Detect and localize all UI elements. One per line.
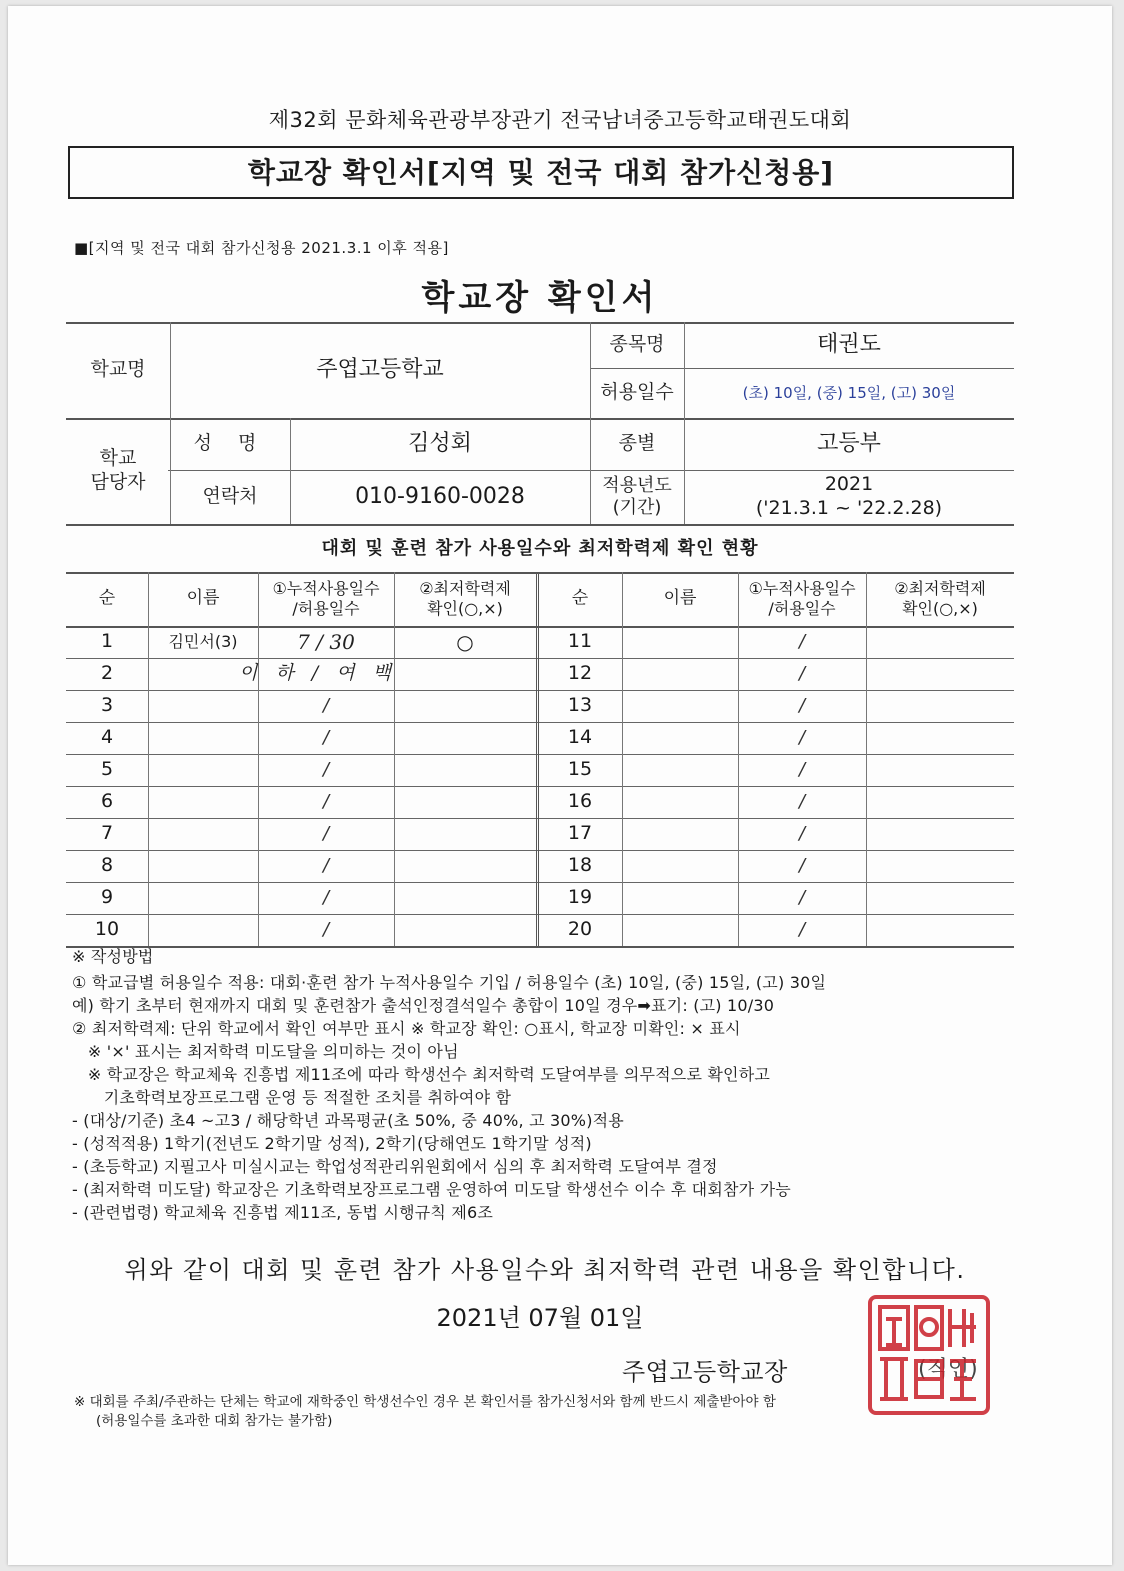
table-rule bbox=[66, 946, 1014, 948]
table-cell-days: / bbox=[798, 854, 806, 876]
table-cell-no: 15 bbox=[567, 758, 593, 781]
table-cell-academic bbox=[866, 690, 1014, 722]
table-cell-name: 김민서(3) bbox=[168, 632, 238, 651]
method-line: - (관련법령) 학교체육 진흥법 제11조, 동법 시행규칙 제6조 bbox=[72, 1203, 494, 1222]
table-cell-academic bbox=[866, 818, 1014, 850]
method-line: - (최저학력 미도달) 학교장은 기초학력보장프로그램 운영하여 미도달 학생선수 이수 후 대회참가 가능 bbox=[72, 1180, 791, 1199]
table-cell-name bbox=[148, 722, 258, 754]
contact-label: 연락처 bbox=[202, 485, 258, 508]
table-cell-academic bbox=[866, 786, 1014, 818]
table-cell-academic: ○ bbox=[456, 629, 474, 654]
table-header-days: ①누적사용일수 /허용일수 bbox=[748, 579, 856, 618]
method-line: 예) 학기 초부터 현재까지 대회 및 훈련참가 출석인정결석일수 총합이 10일 경우➡표기: (고) 10/30 bbox=[72, 996, 775, 1015]
table-cell-name bbox=[148, 850, 258, 882]
table-cell-days: / bbox=[322, 694, 330, 716]
method-line: - (성적적용) 1학기(전년도 2학기말 성적), 2학기(당해연도 1학기말 성적) bbox=[72, 1134, 592, 1153]
footer-line: (허용일수를 초과한 대회 참가는 불가함) bbox=[96, 1413, 333, 1429]
allowed-days: (초) 10일, (중) 15일, (고) 30일 bbox=[742, 383, 956, 402]
handwritten-blank-note: 이 하 / 여 백 bbox=[239, 662, 397, 685]
method-line: ① 학교급별 허용일수 적용: 대회·훈련 참가 누적사용일수 기입 / 허용일수 (초) 10일, (중) 15일, (고) 30일 bbox=[72, 973, 827, 992]
method-line: 기초학력보장프로그램 운영 등 적절한 조치를 취하여야 함 bbox=[72, 1088, 512, 1107]
table-cell-name bbox=[622, 914, 738, 946]
table-cell-name bbox=[622, 818, 738, 850]
table-cell-days: / bbox=[798, 758, 806, 780]
table-cell-name bbox=[148, 882, 258, 914]
table-cell-days: / bbox=[798, 886, 806, 908]
table-cell-no: 10 bbox=[94, 918, 120, 941]
method-line: ※ '×' 표시는 최저학력 미도달을 의미하는 것이 아님 bbox=[72, 1042, 459, 1061]
seal-mark: (직인) bbox=[918, 1357, 978, 1382]
confirmation-statement: 위와 같이 대회 및 훈련 참가 사용일수와 최저학력 관련 내용을 확인합니다. bbox=[124, 1256, 966, 1284]
table-cell-days: / bbox=[322, 790, 330, 812]
table-cell-no: 13 bbox=[567, 694, 593, 717]
table-cell-no: 2 bbox=[100, 662, 114, 685]
table-cell-academic bbox=[394, 786, 536, 818]
page-title: 학교장 확인서 bbox=[421, 278, 659, 318]
status-table-title: 대회 및 훈련 참가 사용일수와 최저학력제 확인 현황 bbox=[321, 538, 759, 559]
table-cell-days: / bbox=[798, 662, 806, 684]
table-cell-days: / bbox=[322, 758, 330, 780]
table-cell-academic bbox=[866, 754, 1014, 786]
method-line: - (초등학교) 지필고사 미실시교는 학업성적관리위원회에서 심의 후 최저학력 도달여부 결정 bbox=[72, 1157, 718, 1176]
table-cell-academic bbox=[866, 882, 1014, 914]
table-cell-academic bbox=[866, 626, 1014, 658]
footer-line: ※ 대회를 주최/주관하는 단체는 학교에 재학중인 학생선수인 경우 본 확인서를 참가신청서와 함께 반드시 제출받아야 함 bbox=[74, 1394, 776, 1410]
table-cell-no: 14 bbox=[567, 726, 593, 749]
table-header-days: ①누적사용일수 /허용일수 bbox=[272, 579, 380, 618]
table-cell-name bbox=[622, 626, 738, 658]
apply-year-label: 적용년도 (기간) bbox=[602, 474, 672, 518]
table-cell-no: 16 bbox=[567, 790, 593, 813]
table-header-no: 순 bbox=[571, 588, 589, 609]
table-cell-name bbox=[148, 914, 258, 946]
contest-name: 제32회 문화체육관광부장관기 전국남녀중고등학교태권도대회 bbox=[268, 108, 852, 132]
table-header-academic: ②최저학력제 확인(○,×) bbox=[419, 579, 511, 618]
allowed-days-label: 허용일수 bbox=[600, 381, 674, 404]
table-cell-name bbox=[622, 690, 738, 722]
table-cell-no: 9 bbox=[100, 886, 114, 909]
table-cell-academic bbox=[866, 914, 1014, 946]
table-cell-academic bbox=[394, 722, 536, 754]
contact-number: 010-9160-0028 bbox=[355, 484, 525, 510]
table-header-name: 이름 bbox=[186, 588, 220, 609]
footer-notice bbox=[74, 1393, 776, 1431]
table-cell-name bbox=[148, 754, 258, 786]
table-cell-days: 7 / 30 bbox=[297, 629, 355, 654]
manager-name: 김성회 bbox=[408, 431, 472, 457]
apply-year: 2021 ('21.3.1 ~ '22.2.28) bbox=[755, 473, 943, 519]
table-cell-name bbox=[622, 882, 738, 914]
table-cell-name bbox=[622, 786, 738, 818]
table-header-academic: ②최저학력제 확인(○,×) bbox=[894, 579, 986, 618]
method-line: ② 최저학력제: 단위 학교에서 확인 여부만 표시 ※ 학교장 확인: ○표시, 학교장 미확인: × 표시 bbox=[72, 1019, 741, 1038]
table-cell-days: / bbox=[322, 886, 330, 908]
issue-date: 2021년 07월 01일 bbox=[436, 1304, 644, 1332]
school-name-label: 학교명 bbox=[90, 358, 146, 381]
table-cell-name bbox=[622, 754, 738, 786]
table-cell-no: 6 bbox=[100, 790, 114, 813]
table-cell-no: 4 bbox=[100, 726, 114, 749]
table-cell-days: / bbox=[798, 790, 806, 812]
table-header-name: 이름 bbox=[663, 588, 697, 609]
principal-title: 주엽고등학교장 bbox=[622, 1358, 788, 1386]
table-cell-days: / bbox=[798, 726, 806, 748]
table-cell-days: / bbox=[798, 918, 806, 940]
table-cell-no: 7 bbox=[100, 822, 114, 845]
table-cell-academic bbox=[866, 850, 1014, 882]
table-cell-name bbox=[148, 786, 258, 818]
table-cell-academic bbox=[394, 914, 536, 946]
manager-label: 학교 담당자 bbox=[90, 447, 146, 493]
table-cell-academic bbox=[866, 658, 1014, 690]
table-cell-days: / bbox=[322, 854, 330, 876]
table-cell-academic bbox=[866, 722, 1014, 754]
document-page bbox=[8, 6, 1112, 1565]
division: 고등부 bbox=[817, 431, 881, 457]
method-line: ※ 학교장은 학교체육 진흥법 제11조에 따라 학생선수 최저학력 도달여부를 의무적으로 확인하고 bbox=[72, 1065, 771, 1084]
method-line: - (대상/기준) 초4 ~고3 / 해당학년 과목평균(초 50%, 중 40%, 고 30%)적용 bbox=[72, 1111, 624, 1130]
table-cell-academic bbox=[394, 818, 536, 850]
table-cell-name bbox=[148, 818, 258, 850]
seal-glyph-pattern bbox=[872, 1299, 986, 1411]
table-cell-no: 18 bbox=[567, 854, 593, 877]
document-type-box: 학교장 확인서[지역 및 전국 대회 참가신청용] bbox=[68, 146, 1014, 199]
table-cell-days: / bbox=[798, 822, 806, 844]
table-cell-days: / bbox=[798, 630, 806, 652]
method-title: ※ 작성방법 bbox=[72, 947, 154, 966]
table-cell-no: 3 bbox=[100, 694, 114, 717]
table-cell-days: / bbox=[798, 694, 806, 716]
manager-name-label: 성 명 bbox=[193, 432, 267, 455]
division-label: 종별 bbox=[618, 432, 656, 455]
table-cell-no: 1 bbox=[100, 630, 114, 653]
sport-label: 종목명 bbox=[609, 333, 665, 356]
table-cell-name bbox=[622, 722, 738, 754]
official-seal bbox=[868, 1295, 990, 1415]
school-name: 주엽고등학교 bbox=[316, 357, 444, 383]
table-cell-academic bbox=[394, 850, 536, 882]
table-cell-no: 19 bbox=[567, 886, 593, 909]
table-cell-academic bbox=[394, 754, 536, 786]
table-cell-name bbox=[148, 690, 258, 722]
table-cell-days: / bbox=[322, 918, 330, 940]
applicability-note: ■[지역 및 전국 대회 참가신청용 2021.3.1 이후 적용] bbox=[74, 239, 449, 257]
table-cell-no: 8 bbox=[100, 854, 114, 877]
table-cell-name bbox=[622, 658, 738, 690]
table-cell-name bbox=[622, 850, 738, 882]
table-cell-no: 17 bbox=[567, 822, 593, 845]
table-header-no: 순 bbox=[98, 588, 116, 609]
table-cell-academic bbox=[394, 882, 536, 914]
table-cell-no: 11 bbox=[567, 630, 593, 653]
sport-name: 태권도 bbox=[817, 332, 881, 358]
table-cell-no: 20 bbox=[567, 918, 593, 941]
table-cell-days: / bbox=[322, 726, 330, 748]
table-cell-academic bbox=[394, 690, 536, 722]
table-cell-no: 12 bbox=[567, 662, 593, 685]
table-cell-no: 5 bbox=[100, 758, 114, 781]
table-cell-days: / bbox=[322, 822, 330, 844]
